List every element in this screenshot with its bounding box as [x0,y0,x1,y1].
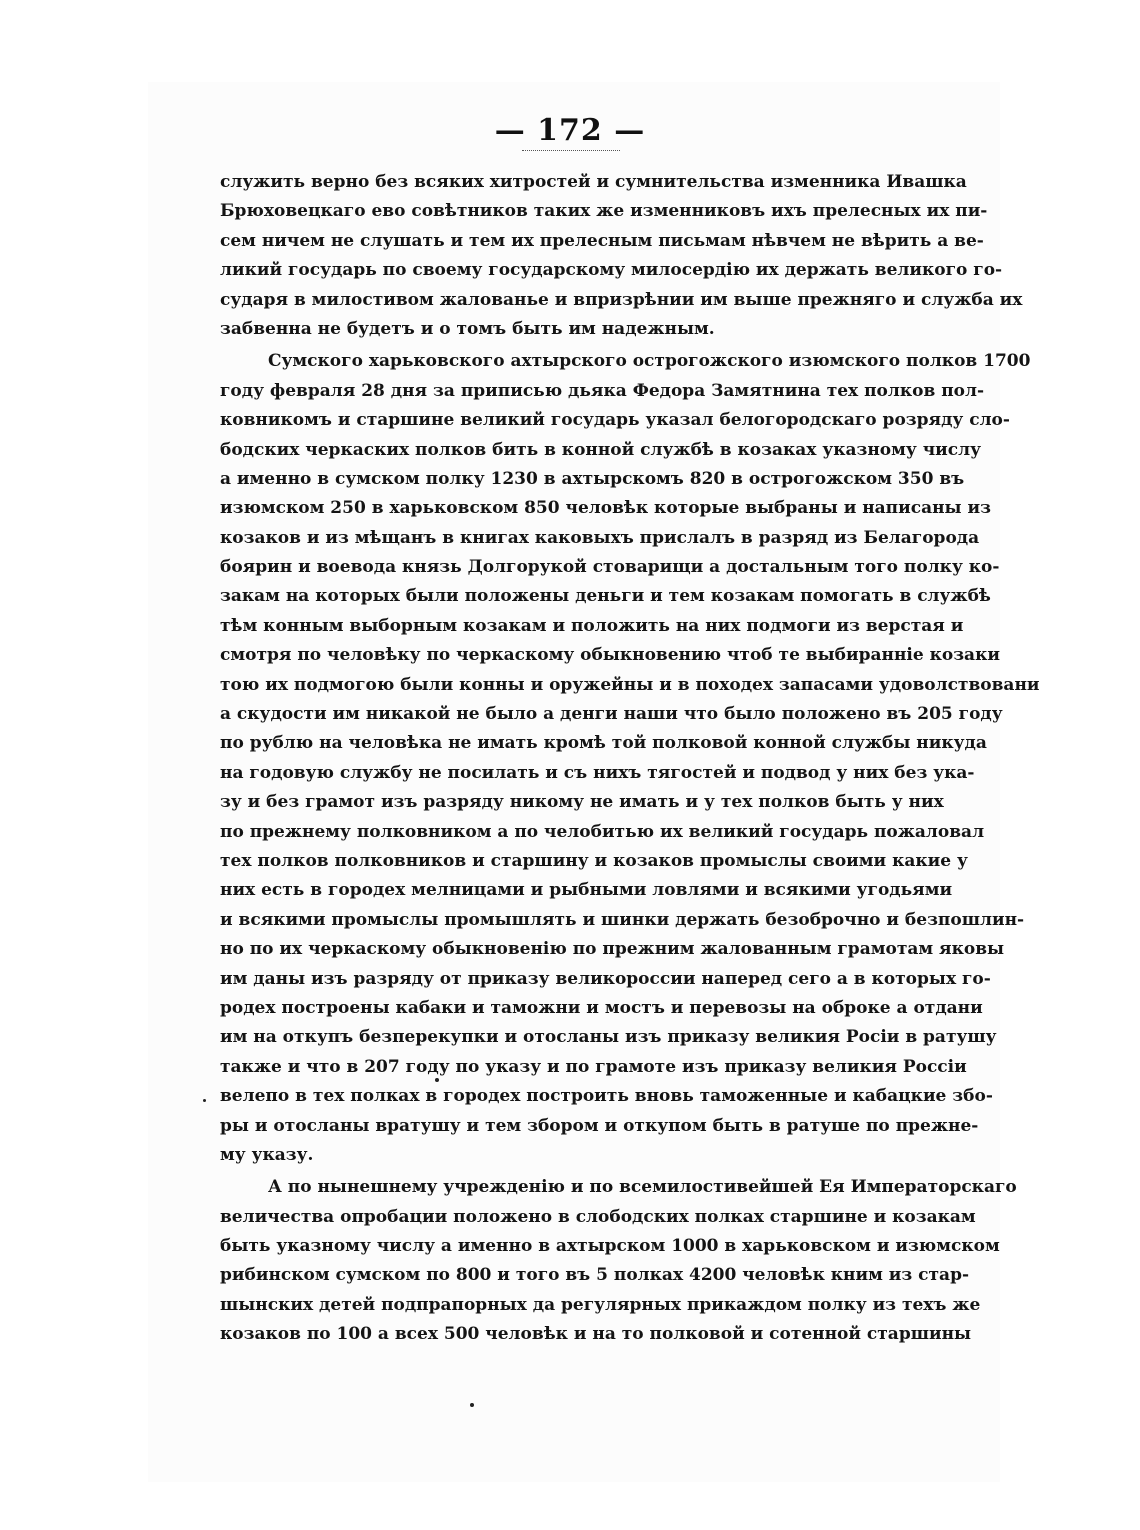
page-number: — 172 — [494,113,646,148]
text-line: а скудости им никакой не было а денги наши что было положено въ 205 году [220,704,1003,725]
text-line: забвенна не будетъ и о томъ быть им надежным. [220,318,715,339]
text-line: козаков и из мѣщанъ в книгах каковыхъ прислалъ в разряд из Белагорода [220,527,980,548]
text-line: А по нынешнему учрежденію и по всемилостивейшей Ея Императорскаго [268,1177,1017,1198]
ink-speck [203,1099,206,1102]
text-line: году февраля 28 дня за приписью дьяка Федора Замятнина тех полков пол- [220,380,985,401]
text-line: сем ничем не слушать и тем их прелесным письмам нѣвчем не вѣрить а ве- [220,230,984,251]
text-line: велепо в тех полках в городех построить вновь таможенные и кабацкие збо- [220,1086,993,1107]
text-line: Сумского харьковского ахтырского острогожского изюмского полков 1700 [268,351,1031,372]
ink-speck [435,1078,439,1082]
text-line: на годовую службу не посилать и съ нихъ тягостей и подвод у них без ука- [220,762,975,783]
text-line: козаков по 100 а всех 500 человѣк и на то полковой и сотенной старшины [220,1324,972,1345]
text-line: закам на которых были положены деньги и тем козакам помогать в службѣ [220,586,991,607]
paragraph [220,1173,1017,1349]
text-line: му указу. [220,1144,314,1165]
text-line: ры и отосланы вратушу и тем збором и откупом быть в ратуше по прежне- [220,1115,979,1136]
text-line: и всякими промыслы промышлять и шинки держать безоброчно и безпошлин- [220,909,1025,930]
page-number-ornament [522,146,620,151]
text-line: тех полков полковников и старшину и козаков промыслы своими какие у [220,850,968,871]
text-line: боярин и воевода князь Долгорукой стоварищи а достальным того полку ко- [220,557,1000,578]
text-line: родех построены кабаки и таможни и мостъ и перевозы на оброке а отдани [220,997,983,1018]
text-line: Брюховецкаго ево совѣтников таких же изменниковъ ихъ прелесных их пи- [220,201,988,222]
text-line: тѣм конным выборным козакам и положить на них подмоги из верстая и [220,615,964,636]
text-line: смотря по человѣку по черкаскому обыкновению чтоб те выбиранніе козаки [220,645,1000,666]
ink-speck [470,1403,474,1407]
text-line: но по их черкаскому обыкновенію по прежним жалованным грамотам яковы [220,939,1005,960]
text-line: быть указному числу а именно в ахтырском 1000 в харьковском и изюмском [220,1236,1000,1257]
text-line: рибинском сумском по 800 и того въ 5 полках 4200 человѣк кним из стар- [220,1265,970,1286]
text-line: сударя в милостивом жалованье и впризрѣнии им выше прежняго и служба их [220,289,1023,310]
text-line: зу и без грамот изъ разряду никому не имать и у тех полков быть у них [220,792,944,813]
text-line: ковникомъ и старшине великий государь указал белогородскаго розряду сло- [220,410,1010,431]
text-line: бодских черкаских полков бить в конной службѣ в козаках указному числу [220,439,981,460]
text-line: по прежнему полковником а по челобитью их великий государь пожаловал [220,821,985,842]
text-line: тою их подмогою были конны и оружейны и в походех запасами удоволствовани [220,674,1040,695]
body-text [220,168,1040,1350]
text-line: также и что в 207 году по указу и по грамоте изъ приказу великия Россіи [220,1056,967,1077]
text-line: служить верно без всяких хитростей и сумнительства изменника Ивашка [220,172,967,192]
text-line: ликий государь по своему государскому милосердію их держать великого го- [220,260,1003,281]
text-line: шынских детей подпрапорных да регулярных прикаждом полку из техъ же [220,1294,981,1315]
text-line: им даны изъ разряду от приказу великороссии наперед сего а в которых го- [220,968,991,989]
text-line: изюмском 250 в харьковском 850 человѣк которые выбраны и написаны из [220,498,991,519]
text-line: а именно в сумском полку 1230 в ахтырскомъ 820 в острогожском 350 въ [220,468,965,489]
text-line: величества опробации положено в слободских полках старшине и козакам [220,1206,976,1227]
text-line: им на откупъ безперекупки и отосланы изъ приказу великия Росіи в ратушу [220,1027,997,1048]
text-line: них есть в городех мелницами и рыбными ловлями и всякими угодьями [220,880,953,901]
paragraph [220,347,1040,1170]
paragraph [220,168,1023,344]
text-line: по рублю на человѣка не имать кромѣ той полковой конной службы никуда [220,733,987,754]
